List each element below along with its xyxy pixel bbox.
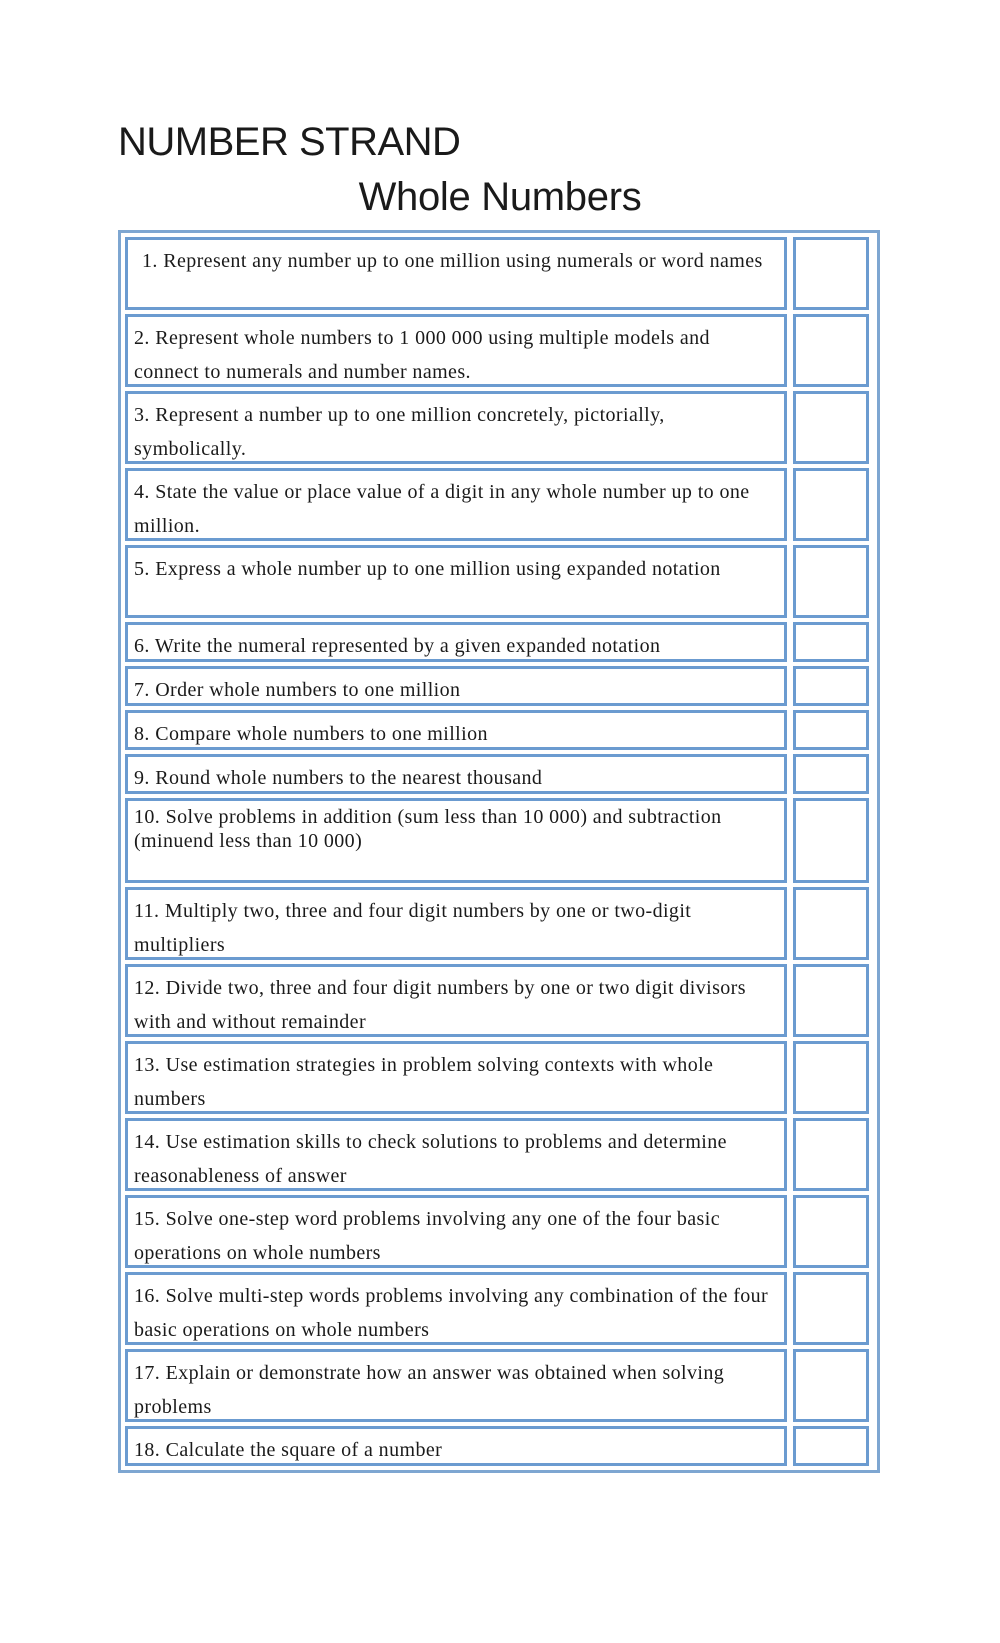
item-description: 8. Compare whole numbers to one million — [125, 710, 787, 750]
item-description: 18. Calculate the square of a number — [125, 1426, 787, 1466]
item-description: 1. Represent any number up to one million using numerals or word names — [125, 237, 787, 310]
item-checkbox[interactable] — [793, 710, 869, 750]
item-description: 4. State the value or place value of a digit in any whole number up to one million. — [125, 468, 787, 541]
item-checkbox[interactable] — [793, 314, 869, 387]
item-checkbox[interactable] — [793, 545, 869, 618]
item-checkbox[interactable] — [793, 1195, 869, 1268]
item-checkbox[interactable] — [793, 391, 869, 464]
checklist-row — [125, 545, 873, 618]
checklist-row — [125, 468, 873, 541]
item-description: 3. Represent a number up to one million concretely, pictorially, symbolically. — [125, 391, 787, 464]
item-description: 11. Multiply two, three and four digit numbers by one or two-digit multipliers — [125, 887, 787, 960]
item-checkbox[interactable] — [793, 887, 869, 960]
checklist-row — [125, 391, 873, 464]
item-description: 10. Solve problems in addition (sum less than 10 000) and subtraction (minuend less than 10 000) — [125, 798, 787, 883]
item-checkbox[interactable] — [793, 1349, 869, 1422]
item-checkbox[interactable] — [793, 1118, 869, 1191]
item-description: 6. Write the numeral represented by a given expanded notation — [125, 622, 787, 662]
checklist-row — [125, 710, 873, 750]
checklist-row — [125, 798, 873, 883]
checklist-row — [125, 237, 873, 310]
item-description: 17. Explain or demonstrate how an answer was obtained when solving problems — [125, 1349, 787, 1422]
item-checkbox[interactable] — [793, 1426, 869, 1466]
item-checkbox[interactable] — [793, 1041, 869, 1114]
checklist-row — [125, 887, 873, 960]
item-checkbox[interactable] — [793, 237, 869, 310]
checklist-table — [118, 230, 880, 1473]
item-checkbox[interactable] — [793, 964, 869, 1037]
strand-title: NUMBER STRAND — [118, 120, 461, 164]
item-description: 14. Use estimation skills to check solutions to problems and determine reasonableness of answer — [125, 1118, 787, 1191]
checklist-row — [125, 1349, 873, 1422]
item-checkbox[interactable] — [793, 622, 869, 662]
item-description: 5. Express a whole number up to one million using expanded notation — [125, 545, 787, 618]
topic-title: Whole Numbers — [358, 175, 642, 219]
item-description: 7. Order whole numbers to one million — [125, 666, 787, 706]
item-checkbox[interactable] — [793, 754, 869, 794]
item-description: 15. Solve one-step word problems involving any one of the four basic operations on whole numbers — [125, 1195, 787, 1268]
checklist-row — [125, 1272, 873, 1345]
checklist-row — [125, 1426, 873, 1466]
item-checkbox[interactable] — [793, 1272, 869, 1345]
item-checkbox[interactable] — [793, 666, 869, 706]
item-description: 13. Use estimation strategies in problem solving contexts with whole numbers — [125, 1041, 787, 1114]
item-description: 16. Solve multi-step words problems involving any combination of the four basic operations on whole numbers — [125, 1272, 787, 1345]
checklist-row — [125, 1041, 873, 1114]
checklist-row — [125, 666, 873, 706]
checklist-row — [125, 1195, 873, 1268]
item-description: 2. Represent whole numbers to 1 000 000 using multiple models and connect to numerals and number names. — [125, 314, 787, 387]
checklist-row — [125, 964, 873, 1037]
checklist-row — [125, 314, 873, 387]
item-checkbox[interactable] — [793, 798, 869, 883]
checklist-row — [125, 622, 873, 662]
item-description: 9. Round whole numbers to the nearest thousand — [125, 754, 787, 794]
checklist-row — [125, 1118, 873, 1191]
item-checkbox[interactable] — [793, 468, 869, 541]
item-description: 12. Divide two, three and four digit numbers by one or two digit divisors with and without remainder — [125, 964, 787, 1037]
checklist-row — [125, 754, 873, 794]
